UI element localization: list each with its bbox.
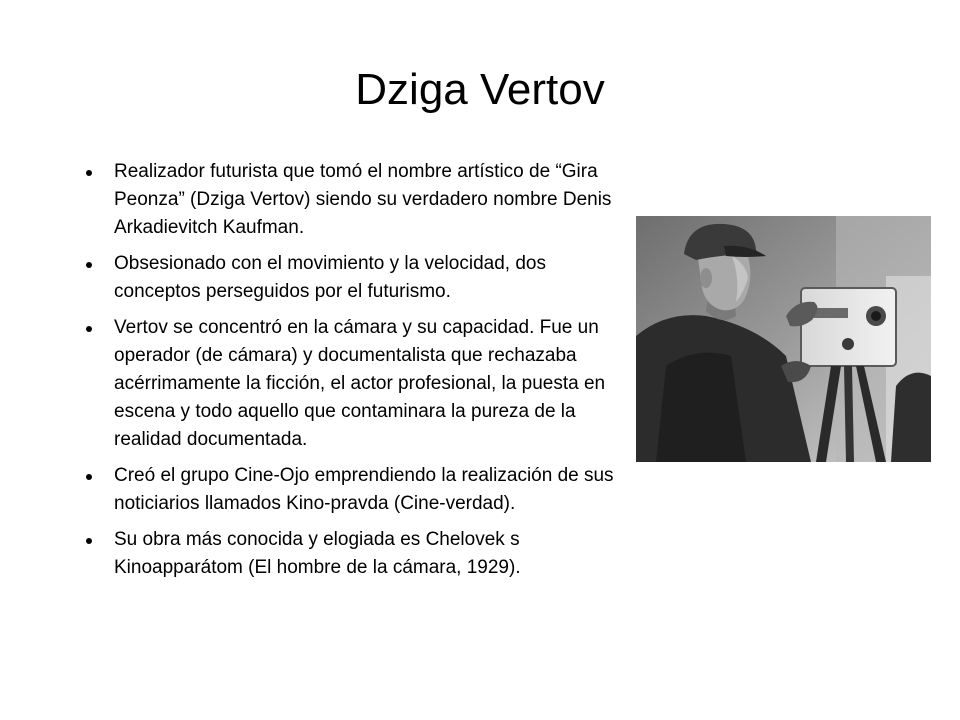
bullet-icon [86,538,92,544]
bullet-item [76,250,616,306]
bullet-icon [86,262,92,268]
bullet-item [76,158,616,242]
slide-title: Dziga Vertov [355,65,605,114]
bullet-item [76,526,616,582]
bullet-text: Obsesionado con el movimiento y la velocidad, dos conceptos perseguidos por el futurismo. [114,253,546,302]
bullet-item [76,314,616,454]
bullet-icon [86,326,92,332]
bullet-text: Realizador futurista que tomó el nombre artístico de “Gira Peonza” (Dziga Vertov) siendo su verdadero nombre Denis Arkadievitch Kaufman. [114,161,612,238]
bullet-text: Creó el grupo Cine-Ojo emprendiendo la realización de sus noticiarios llamados Kino-pravda (Cine-verdad). [114,465,614,514]
cameraman-photo [636,216,931,462]
cameraman-photo-illustration [636,216,931,462]
bullet-text: Vertov se concentró en la cámara y su capacidad. Fue un operador (de cámara) y documentalista que rechazaba acérrimamente la ficción, el actor profesional, la puesta en escena y todo aquello que contaminara la pureza de la realidad documentada. [114,317,606,450]
bullet-text: Su obra más conocida y elogiada es Chelovek s Kinoapparátom (El hombre de la cámara, 1929). [114,529,521,578]
bullet-item [76,462,616,518]
bullet-icon [86,474,92,480]
bullet-icon [86,170,92,176]
bullet-list [76,158,616,590]
